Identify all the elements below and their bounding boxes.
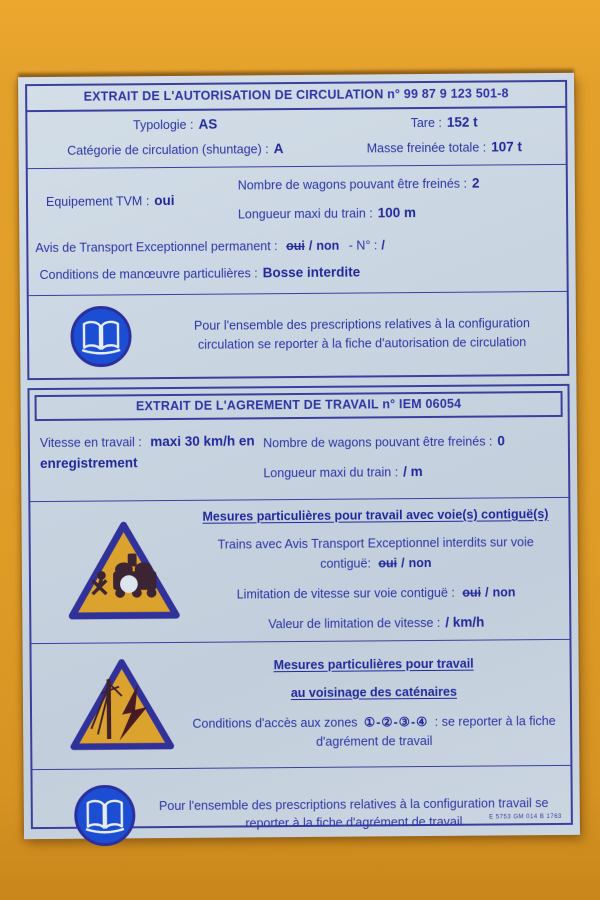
travail-speed-rows bbox=[30, 422, 569, 503]
vitesse-travail-label: Vitesse en travail : bbox=[39, 434, 142, 450]
valeur-limitation-label: Valeur de limitation de vitesse : bbox=[268, 615, 441, 632]
avis-numero-label: - N° : bbox=[348, 238, 378, 253]
railway-placard bbox=[18, 73, 580, 839]
avis-oui-struck: oui bbox=[286, 239, 305, 254]
travail-prescriptions bbox=[32, 766, 571, 852]
conditions-manoeuvre-value: Bosse interdite bbox=[262, 264, 361, 281]
limitation-vitesse-label: Limitation de vitesse sur voie contiguë : bbox=[236, 586, 455, 602]
longueur-train-field bbox=[238, 198, 566, 229]
ate-oui-struck: oui bbox=[378, 556, 398, 571]
travail-wagons-field bbox=[263, 429, 560, 461]
acces-zones-suffix: : se reporter à la fiche d'agrément de travail bbox=[316, 714, 556, 749]
zone-numbers: ①-②-③-④ bbox=[363, 715, 429, 730]
circulation-prescriptions-text: Pour l'ensemble des prescriptions relatives à la configuration circulation se reporter à la fiche d'autorisation de circulation bbox=[193, 316, 530, 352]
acces-zones-label: Conditions d'accès aux zones bbox=[192, 715, 358, 732]
avis-slash: / bbox=[308, 239, 313, 254]
valeur-limitation-value: / km/h bbox=[445, 614, 485, 630]
voie-contigue-section bbox=[30, 498, 569, 644]
travail-title: EXTRAIT DE L'AGREMENT DE TRAVAIL n° IEM 06054 bbox=[35, 391, 563, 421]
conditions-manoeuvre-label: Conditions de manœuvre particulières : bbox=[39, 266, 258, 282]
tvm-wagons-rows bbox=[28, 165, 566, 235]
vitesse-travail-field bbox=[38, 431, 258, 492]
wagons-freines-value: 2 bbox=[471, 175, 480, 192]
longueur-train-value: 100 m bbox=[377, 205, 417, 221]
typologie-label: Typologie : bbox=[132, 117, 194, 132]
voie-contigue-heading: Mesures particulières pour travail avec voie(s) contiguë(s) bbox=[202, 506, 549, 524]
categorie-label: Catégorie de circulation (shuntage) : bbox=[67, 141, 269, 158]
masse-value: 107 t bbox=[491, 138, 523, 154]
plate-reference-code: E 5753 GM 014 B 1763 bbox=[489, 813, 562, 821]
wagons-freines-field bbox=[238, 169, 566, 200]
equipement-tvm-label: Equipement TVM : bbox=[45, 193, 150, 209]
typologie-field bbox=[27, 109, 323, 136]
equipement-tvm-field bbox=[28, 192, 238, 211]
tare-label: Tare : bbox=[410, 115, 442, 130]
circulation-title: EXTRAIT DE L'AUTORISATION DE CIRCULATION n° 99 87 9 123 501-8 bbox=[27, 82, 565, 112]
avis-numero-value: / bbox=[381, 238, 385, 253]
ate-slash: / bbox=[401, 556, 405, 571]
limitation-non: non bbox=[492, 585, 516, 600]
machine-hazard-warning-icon bbox=[64, 514, 183, 630]
travail-longueur-value: / m bbox=[403, 463, 423, 479]
tare-value: 152 t bbox=[446, 114, 478, 130]
travail-wagons-value: 0 bbox=[497, 433, 505, 449]
electric-hazard-warning-icon bbox=[66, 653, 179, 761]
travail-longueur-field bbox=[263, 458, 560, 490]
catenaires-heading-line2: au voisinage des caténaires bbox=[290, 684, 457, 700]
section-autorisation-circulation bbox=[25, 80, 569, 380]
categorie-value: A bbox=[273, 140, 284, 156]
travail-prescriptions-text: Pour l'ensemble des prescriptions relatives à la configuration travail se reporter à la fiche d'agrément de travail bbox=[158, 795, 549, 831]
avis-transport-label: Avis de Transport Exceptionnel permanent : bbox=[35, 239, 278, 256]
acces-zones-field bbox=[188, 712, 560, 752]
categorie-field bbox=[27, 134, 323, 161]
ate-interdits-label: Trains avec Avis Transport Exceptionnel interdits sur voie contiguë: bbox=[217, 535, 534, 572]
travail-longueur-label: Longueur maxi du train : bbox=[263, 464, 399, 480]
circulation-id-rows bbox=[27, 108, 565, 170]
catenaires-heading-line1: Mesures particulières pour travail bbox=[273, 656, 474, 673]
masse-label: Masse freinée totale : bbox=[366, 140, 487, 155]
limitation-oui-struck: oui bbox=[462, 586, 482, 601]
conditions-manoeuvre-field bbox=[28, 255, 566, 296]
section-agrement-travail bbox=[27, 384, 572, 829]
avis-non: non bbox=[316, 238, 340, 253]
masse-field bbox=[323, 132, 566, 159]
wagons-freines-label: Nombre de wagons pouvant être freinés : bbox=[237, 177, 468, 193]
typologie-value: AS bbox=[198, 116, 218, 132]
ate-non: non bbox=[408, 556, 432, 571]
equipement-tvm-value: oui bbox=[154, 192, 175, 208]
tare-field bbox=[323, 108, 566, 135]
limitation-vitesse-field bbox=[193, 585, 559, 603]
circulation-prescriptions bbox=[29, 292, 568, 373]
limitation-slash: / bbox=[485, 585, 489, 600]
valeur-limitation-field bbox=[193, 614, 559, 634]
travail-wagons-label: Nombre de wagons pouvant être freinés : bbox=[263, 434, 493, 450]
catenaires-section bbox=[31, 640, 570, 770]
open-book-icon bbox=[73, 784, 138, 849]
longueur-train-label: Longueur maxi du train : bbox=[237, 206, 373, 222]
open-book-icon bbox=[69, 304, 134, 369]
ate-interdits-field bbox=[193, 532, 559, 575]
vitesse-travail-value: maxi 30 km/h en enregistrement bbox=[39, 432, 255, 471]
